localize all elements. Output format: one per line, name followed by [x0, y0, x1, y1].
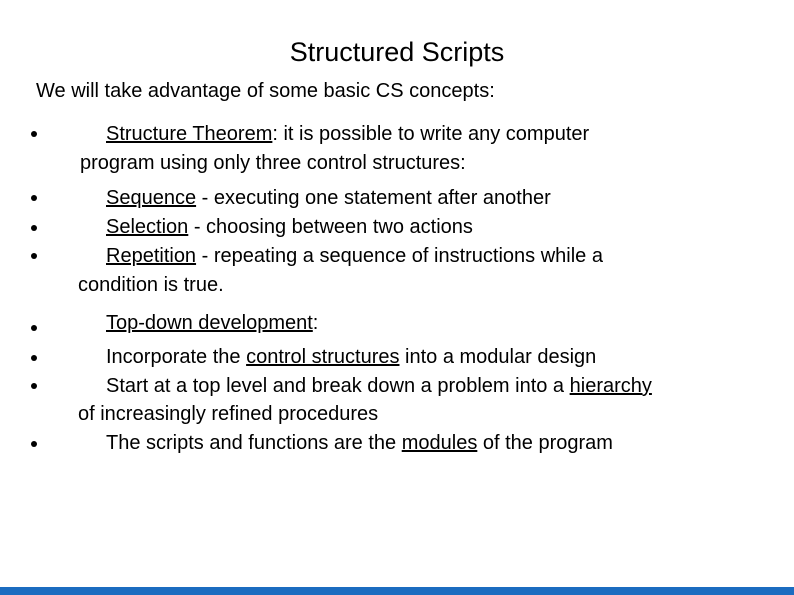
selection-term: Selection [106, 216, 189, 238]
bottom-accent-bar [0, 587, 794, 595]
modules-term: modules [401, 432, 478, 454]
sequence-term: Sequence [106, 187, 197, 209]
repetition-line [106, 243, 603, 269]
bullet-dot-icon [31, 441, 37, 447]
start-pre: Start at a top level and break down a problem into a [106, 375, 570, 397]
structure-theorem-line [106, 121, 589, 147]
bullet-dot-icon [31, 225, 37, 231]
start-cont: of increasingly refined procedures [78, 403, 379, 425]
start-line [106, 373, 652, 399]
scripts-pre: The scripts and functions are the [106, 432, 402, 454]
slide-title: Structured Scripts [289, 37, 505, 67]
incorporate-line [106, 344, 596, 370]
incorporate-post: into a modular design [399, 346, 597, 368]
selection-line [106, 214, 473, 240]
bullet-dot-icon [31, 253, 37, 259]
repetition-term: Repetition [106, 245, 197, 267]
incorporate-pre: Incorporate the [106, 346, 247, 368]
bullet-dot-icon [31, 383, 37, 389]
structure-theorem-cont: program using only three control structures: [80, 152, 466, 174]
structure-theorem-term: Structure Theorem [106, 123, 273, 145]
bullet-dot-icon [31, 195, 37, 201]
structure-theorem-text: : it is possible to write any computer [272, 123, 590, 145]
repetition-cont: condition is true. [78, 274, 224, 296]
bullet-dot-icon [31, 131, 37, 137]
top-down-term: Top-down development [106, 312, 313, 334]
top-down-text: : [312, 312, 319, 334]
control-structures-term: control structures [246, 346, 400, 368]
bullet-dot-icon [31, 325, 37, 331]
scripts-post: of the program [477, 432, 613, 454]
intro-text: We will take advantage of some basic CS concepts: [36, 80, 495, 102]
sequence-line [106, 185, 551, 211]
selection-text: - choosing between two actions [188, 216, 473, 238]
sequence-text: - executing one statement after another [196, 187, 551, 209]
top-down-line [106, 310, 318, 336]
hierarchy-term: hierarchy [569, 375, 652, 397]
bullet-dot-icon [31, 355, 37, 361]
repetition-text: - repeating a sequence of instructions while a [196, 245, 603, 267]
scripts-line [106, 430, 613, 456]
